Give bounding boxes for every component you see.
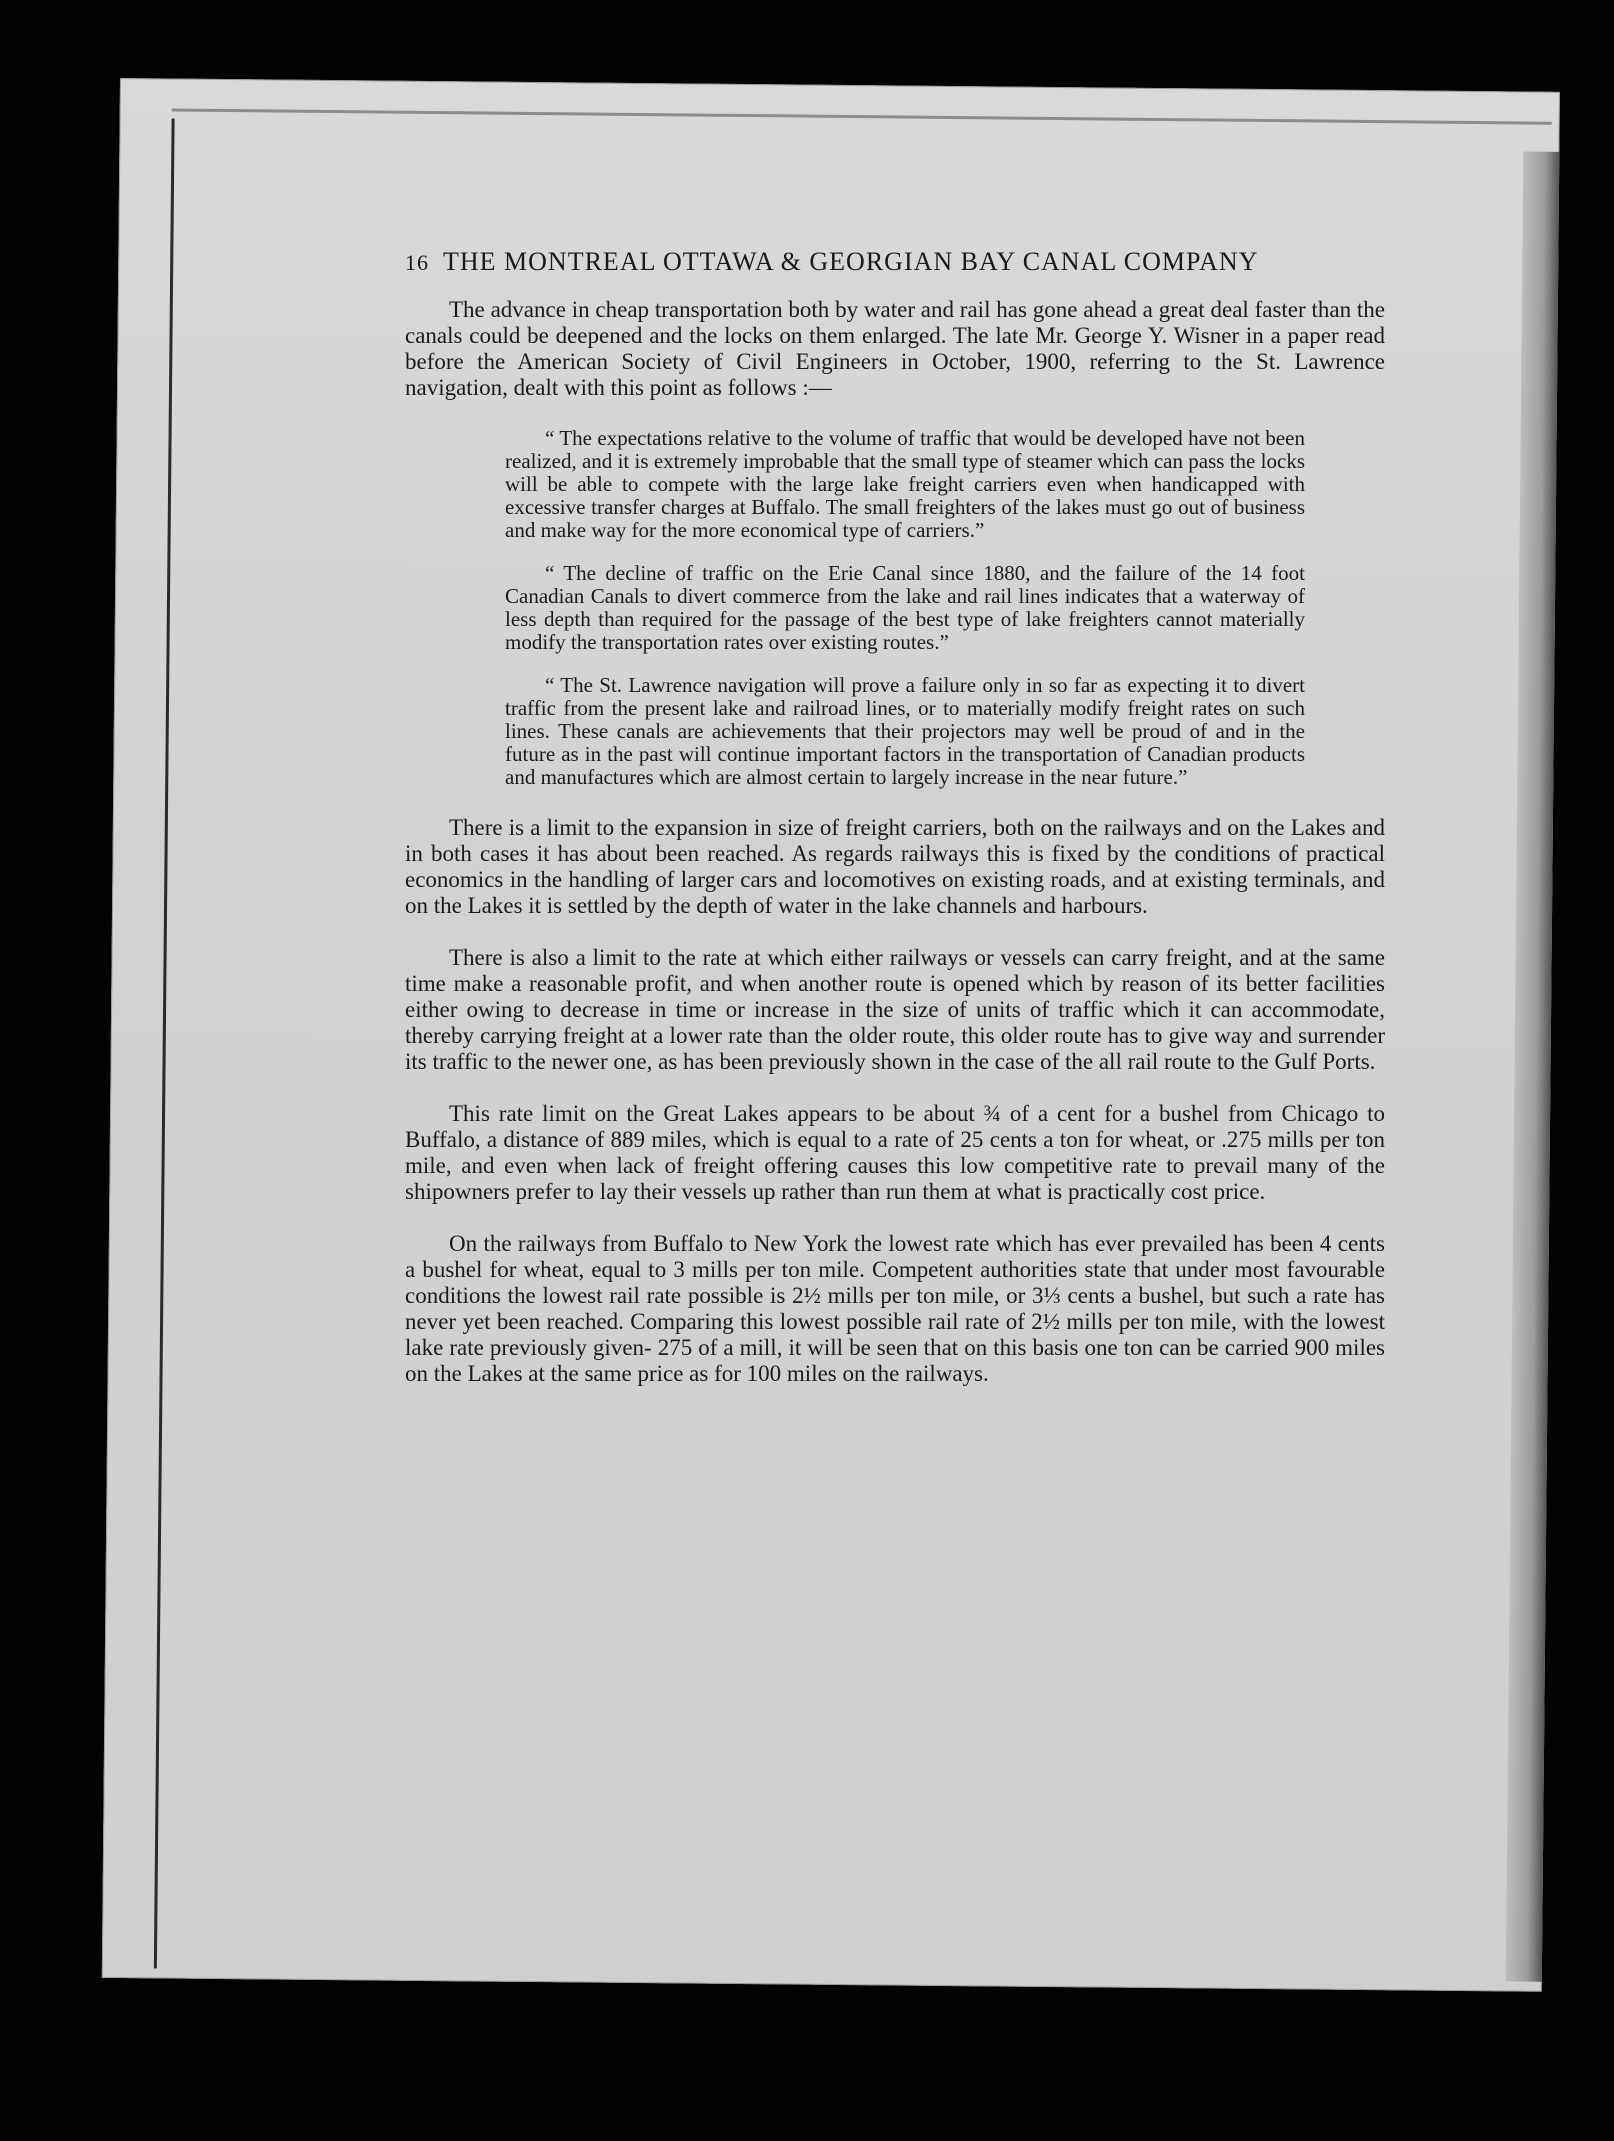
body-paragraph-2: There is also a limit to the rate at which either railways or vessels can carry freight, and at the same time make a reasonable profit, and when another route is opened which by reason of its better facilities either owing to decrease in time or increase in the size of units of traffic which it can accommodate, thereby carrying freight at a lower rate than the older route, this older route has to give way and surrender its traffic to the newer one, as has been previously shown in the case of the all rail route to the Gulf Ports.: [405, 945, 1385, 1074]
page-top-edge: [172, 108, 1552, 124]
page-text: [405, 247, 1385, 1413]
running-title: THE MONTREAL OTTAWA & GEORGIAN BAY CANAL COMPANY: [443, 247, 1259, 276]
body-paragraph-3: This rate limit on the Great Lakes appears to be about ¾ of a cent for a bushel from Chicago to Buffalo, a distance of 889 miles, which is equal to a rate of 25 cents a ton for wheat, or .275 mills per ton mile, and even when lack of freight offering causes this low competitive rate to prevail many of the shipowners prefer to lay their vessels up rather than run them at what is practically cost price.: [405, 1101, 1385, 1204]
page-right-edge: [1506, 151, 1560, 1981]
running-head: [405, 247, 1385, 277]
quote-paragraph-1: “ The expectations relative to the volume of traffic that would be developed have not been realized, and it is extremely improbable that the small type of steamer which can pass the locks will be able to compete with the large lake freight carriers even when handicapped with excessive transfer charges at Buffalo. The small freighters of the lakes must go out of business and make way for the more economical type of carriers.”: [505, 426, 1305, 542]
page-number: 16: [405, 250, 429, 275]
body-paragraph-1: There is a limit to the expansion in size of freight carriers, both on the railways and on the Lakes and in both cases it has about been reached. As regards railways this is fixed by the conditions of practical economics in the handling of larger cars and locomotives on existing roads, and at existing terminals, and on the Lakes it is settled by the depth of water in the lake channels and harbours.: [405, 815, 1385, 918]
body-paragraph-4: On the railways from Buffalo to New York the lowest rate which has ever prevailed has been 4 cents a bushel for wheat, equal to 3 mills per ton mile. Competent authorities state that under most favourable conditions the lowest rail rate possible is 2½ mills per ton mile, or 3⅓ cents a bushel, but such a rate has never yet been reached. Comparing this lowest possible rail rate of 2½ mills per ton mile, with the lowest lake rate previously given- 275 of a mill, it will be seen that on this basis one ton can be carried 900 miles on the Lakes at the same price as for 100 miles on the railways.: [405, 1231, 1385, 1386]
intro-paragraph: The advance in cheap transportation both by water and rail has gone ahead a great deal faster than the canals could be deepened and the locks on them enlarged. The late Mr. George Y. Wisner in a paper read before the American Society of Civil Engineers in October, 1900, referring to the St. Lawrence navigation, dealt with this point as follows :—: [405, 297, 1385, 400]
quotation-block: [505, 427, 1305, 789]
quote-paragraph-2: “ The decline of traffic on the Erie Canal since 1880, and the failure of the 14 foot Canadian Canals to divert commerce from the lake and rail lines indicates that a waterway of less depth than required for the passage of the best type of lake freighters cannot materially modify the transportation rates over existing routes.”: [505, 561, 1305, 654]
quote-paragraph-3: “ The St. Lawrence navigation will prove a failure only in so far as expecting it to divert traffic from the present lake and railroad lines, or to materially modify freight rates on such lines. These canals are achievements that their projectors may well be proud of and in the future as in the past will continue important factors in the transportation of Canadian products and manufactures which are almost certain to largely increase in the near future.”: [505, 673, 1305, 789]
page-left-rule: [154, 118, 175, 1968]
